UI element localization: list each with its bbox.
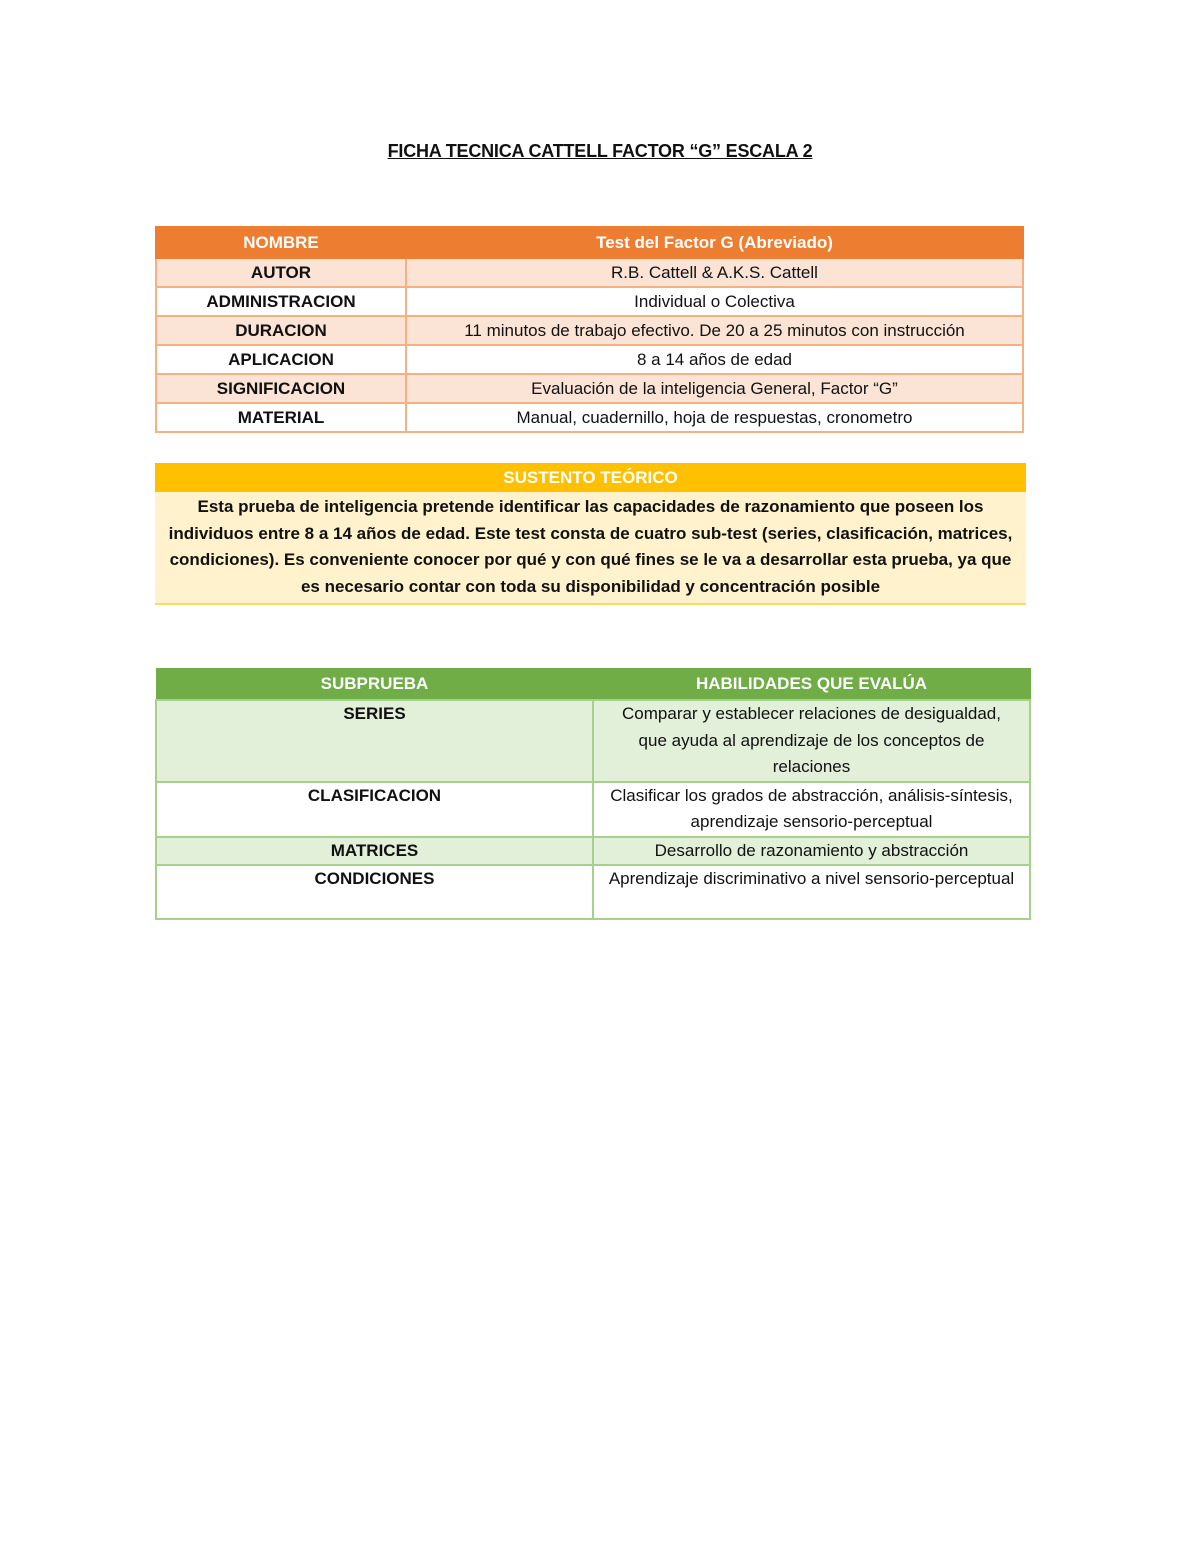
subprueba-name: CONDICIONES: [156, 865, 593, 919]
ficha-header-label: NOMBRE: [156, 227, 406, 258]
ficha-value: Individual o Colectiva: [406, 287, 1023, 316]
sustento-text: Esta prueba de inteligencia pretende identificar las capacidades de razonamiento que poseen los individuos entre 8 a 14 años de edad. Este test consta de cuatro sub-test (series, clasificación, matrices, condiciones). Es conveniente conocer por qué y con qué fines se le va a desarrollar esta prueba, ya que es necesario contar con toda su disponibilidad y concentración posible: [155, 492, 1026, 604]
subprueba-row-condiciones: [156, 865, 1030, 919]
subprueba-name: MATRICES: [156, 837, 593, 866]
ficha-row-autor: [156, 258, 1023, 287]
ficha-header-row: [156, 227, 1023, 258]
ficha-value: R.B. Cattell & A.K.S. Cattell: [406, 258, 1023, 287]
ficha-label: ADMINISTRACION: [156, 287, 406, 316]
subpruebas-table: [155, 668, 1031, 920]
ficha-label: DURACION: [156, 316, 406, 345]
ficha-row-aplicacion: [156, 345, 1023, 374]
subprueba-row-matrices: [156, 837, 1030, 866]
subprueba-name: CLASIFICACION: [156, 782, 593, 837]
subprueba-skill: Desarrollo de razonamiento y abstracción: [593, 837, 1030, 866]
ficha-tecnica-table: [155, 226, 1024, 433]
ficha-value: 8 a 14 años de edad: [406, 345, 1023, 374]
subprueba-row-series: [156, 700, 1030, 782]
ficha-row-material: [156, 403, 1023, 432]
sustento-header-row: [155, 463, 1026, 492]
subprueba-row-clasificacion: [156, 782, 1030, 837]
ficha-label: APLICACION: [156, 345, 406, 374]
subpruebas-header-subprueba: SUBPRUEBA: [156, 669, 593, 701]
ficha-value: Manual, cuadernillo, hoja de respuestas, cronometro: [406, 403, 1023, 432]
subpruebas-header-row: [156, 669, 1030, 701]
subprueba-skill: Aprendizaje discriminativo a nivel sensorio-perceptual: [593, 865, 1030, 919]
subprueba-skill: Clasificar los grados de abstracción, análisis-síntesis, aprendizaje sensorio-perceptual: [593, 782, 1030, 837]
ficha-row-administracion: [156, 287, 1023, 316]
page-title: FICHA TECNICA CATTELL FACTOR “G” ESCALA 2: [387, 141, 813, 161]
subpruebas-header-habilidades: HABILIDADES QUE EVALÚA: [593, 669, 1030, 701]
subprueba-name: SERIES: [156, 700, 593, 782]
ficha-value: Evaluación de la inteligencia General, Factor “G”: [406, 374, 1023, 403]
ficha-row-significacion: [156, 374, 1023, 403]
ficha-header-value: Test del Factor G (Abreviado): [406, 227, 1023, 258]
sustento-body-row: [155, 492, 1026, 604]
sustento-teorico-table: [155, 463, 1026, 605]
ficha-label: MATERIAL: [156, 403, 406, 432]
ficha-value: 11 minutos de trabajo efectivo. De 20 a 25 minutos con instrucción: [406, 316, 1023, 345]
subprueba-skill: Comparar y establecer relaciones de desigualdad, que ayuda al aprendizaje de los conceptos de relaciones: [593, 700, 1030, 782]
ficha-label: AUTOR: [156, 258, 406, 287]
ficha-row-duracion: [156, 316, 1023, 345]
ficha-label: SIGNIFICACION: [156, 374, 406, 403]
sustento-header: SUSTENTO TEÓRICO: [155, 463, 1026, 492]
